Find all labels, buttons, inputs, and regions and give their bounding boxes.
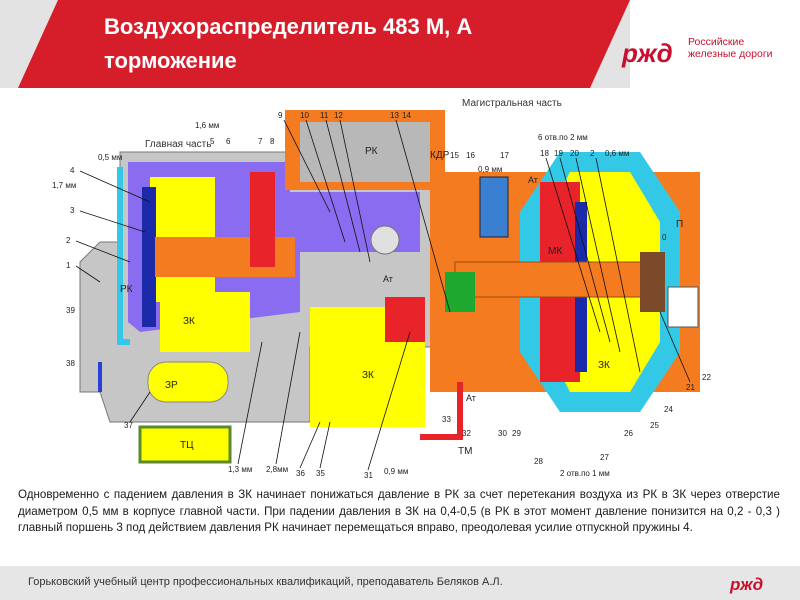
callout-37: 37 (124, 421, 133, 430)
callout-0: 0 (662, 233, 667, 242)
svg-text:ржд: ржд (622, 38, 673, 68)
callout-27: 27 (600, 453, 609, 462)
zk-left-chamber (160, 292, 250, 352)
magistral-stem (455, 262, 645, 297)
callout-8: 8 (270, 137, 275, 146)
logo-text-line-1: Российские (688, 36, 745, 48)
callout-6: 6 (226, 137, 231, 146)
callout-28: 28 (534, 457, 543, 466)
dim-0-6mm: 0,6 мм (605, 149, 630, 158)
dim-2-holes: 2 отв.по 1 мм (560, 469, 610, 478)
callout-18: 18 (540, 149, 549, 158)
callout-14: 14 (402, 111, 411, 120)
logo-text (688, 36, 773, 60)
footer (0, 566, 800, 600)
callout-2b: 2 (590, 149, 595, 158)
title-line-1: Воздухораспределитель 483 М, А (104, 14, 473, 39)
label-at-2: Ат (528, 175, 538, 185)
callout-32: 32 (462, 429, 471, 438)
dim-1-6mm: 1,6 мм (195, 121, 220, 130)
callout-10: 10 (300, 111, 309, 120)
chamber-mk: МК (548, 246, 563, 257)
callout-11: 11 (320, 111, 329, 120)
dim-2-8mm: 2,8мм (266, 465, 289, 474)
chamber-rk-top: РК (365, 146, 378, 157)
footer-text: Горьковский учебный центр профессиональных квалификаций, преподаватель Беляков А.Л. (28, 576, 503, 588)
callout-15: 15 (450, 151, 459, 160)
callout-17: 17 (500, 151, 509, 160)
header (0, 0, 800, 88)
callout-4: 4 (70, 166, 75, 175)
chamber-zk-center: ЗК (362, 370, 374, 381)
dim-1-7mm: 1,7 мм (52, 181, 77, 190)
section-magistral-label: Магистральная часть (462, 98, 562, 109)
title-line-2: торможение (104, 48, 237, 73)
callout-31: 31 (364, 471, 373, 480)
red-filter (385, 297, 425, 342)
label-tm: ТМ (458, 446, 473, 457)
callout-16: 16 (466, 151, 475, 160)
callout-35: 35 (316, 469, 325, 478)
dim-0-5mm: 0,5 мм (98, 153, 123, 162)
label-at-1: Ат (383, 274, 393, 284)
callout-12: 12 (334, 111, 343, 120)
dim-0-9mm-a: 0,9 мм (478, 165, 503, 174)
label-at-3: Ат (466, 393, 476, 403)
at-dome (371, 226, 399, 254)
label-kdr: КДР (430, 150, 450, 161)
dim-6-holes: 6 отв.по 2 мм (538, 133, 588, 142)
callout-9: 9 (278, 111, 283, 120)
description-text: Одновременно с падением давления в ЗК начинает понижаться давление в РК за счет перетекания воздуха из РК в ЗК через отверстие диаметром 0,5 мм в корпусе главной части. При падении давления в ЗК на 0,4-0,5 (в РК в этот момент давление понизится на 0,2 - 0,3 ) главный поршень 3 под действием давления РК начинает перемещаться вправо, преодолевая усилие отпускной пружины 4. (18, 488, 780, 534)
air-distributor-diagram (0, 92, 800, 482)
svg-text:ржд: ржд (730, 575, 764, 594)
zr-tank (148, 362, 228, 402)
callout-7: 7 (258, 137, 263, 146)
chamber-zk-right: ЗК (598, 360, 610, 371)
callout-13: 13 (390, 111, 399, 120)
dim-0-9mm-b: 0,9 мм (384, 467, 409, 476)
chamber-zk-left: ЗК (183, 316, 195, 327)
callout-19: 19 (554, 149, 563, 158)
callout-20: 20 (570, 149, 579, 158)
callout-25: 25 (650, 421, 659, 430)
chamber-rk-left: РК (120, 284, 133, 295)
chamber-zr: ЗР (165, 380, 178, 391)
callout-24: 24 (664, 405, 673, 414)
logo-text-line-2: железные дороги (688, 48, 773, 60)
dim-1-3mm: 1,3 мм (228, 465, 253, 474)
section-main-label: Главная часть (145, 139, 212, 150)
main-piston (142, 187, 156, 327)
callout-26: 26 (624, 429, 633, 438)
callout-39: 39 (66, 306, 75, 315)
p-plug (668, 287, 698, 327)
page-title (104, 10, 604, 78)
footer-rzd-logo-icon (728, 572, 780, 594)
kdr-valve (480, 177, 508, 237)
callout-22: 22 (702, 373, 711, 382)
label-p: П (676, 219, 684, 230)
callout-38: 38 (66, 359, 75, 368)
callout-3: 3 (70, 206, 75, 215)
callout-5: 5 (210, 137, 215, 146)
callout-21: 21 (686, 383, 695, 392)
brown-valve (640, 252, 665, 312)
callout-2: 2 (66, 236, 71, 245)
chamber-tc: ТЦ (180, 440, 194, 451)
callout-33: 33 (442, 415, 451, 424)
callout-29: 29 (512, 429, 521, 438)
callout-1: 1 (66, 261, 71, 270)
red-vertical-channel (250, 172, 275, 267)
green-valve (445, 272, 475, 312)
callout-30: 30 (498, 429, 507, 438)
callout-36: 36 (296, 469, 305, 478)
